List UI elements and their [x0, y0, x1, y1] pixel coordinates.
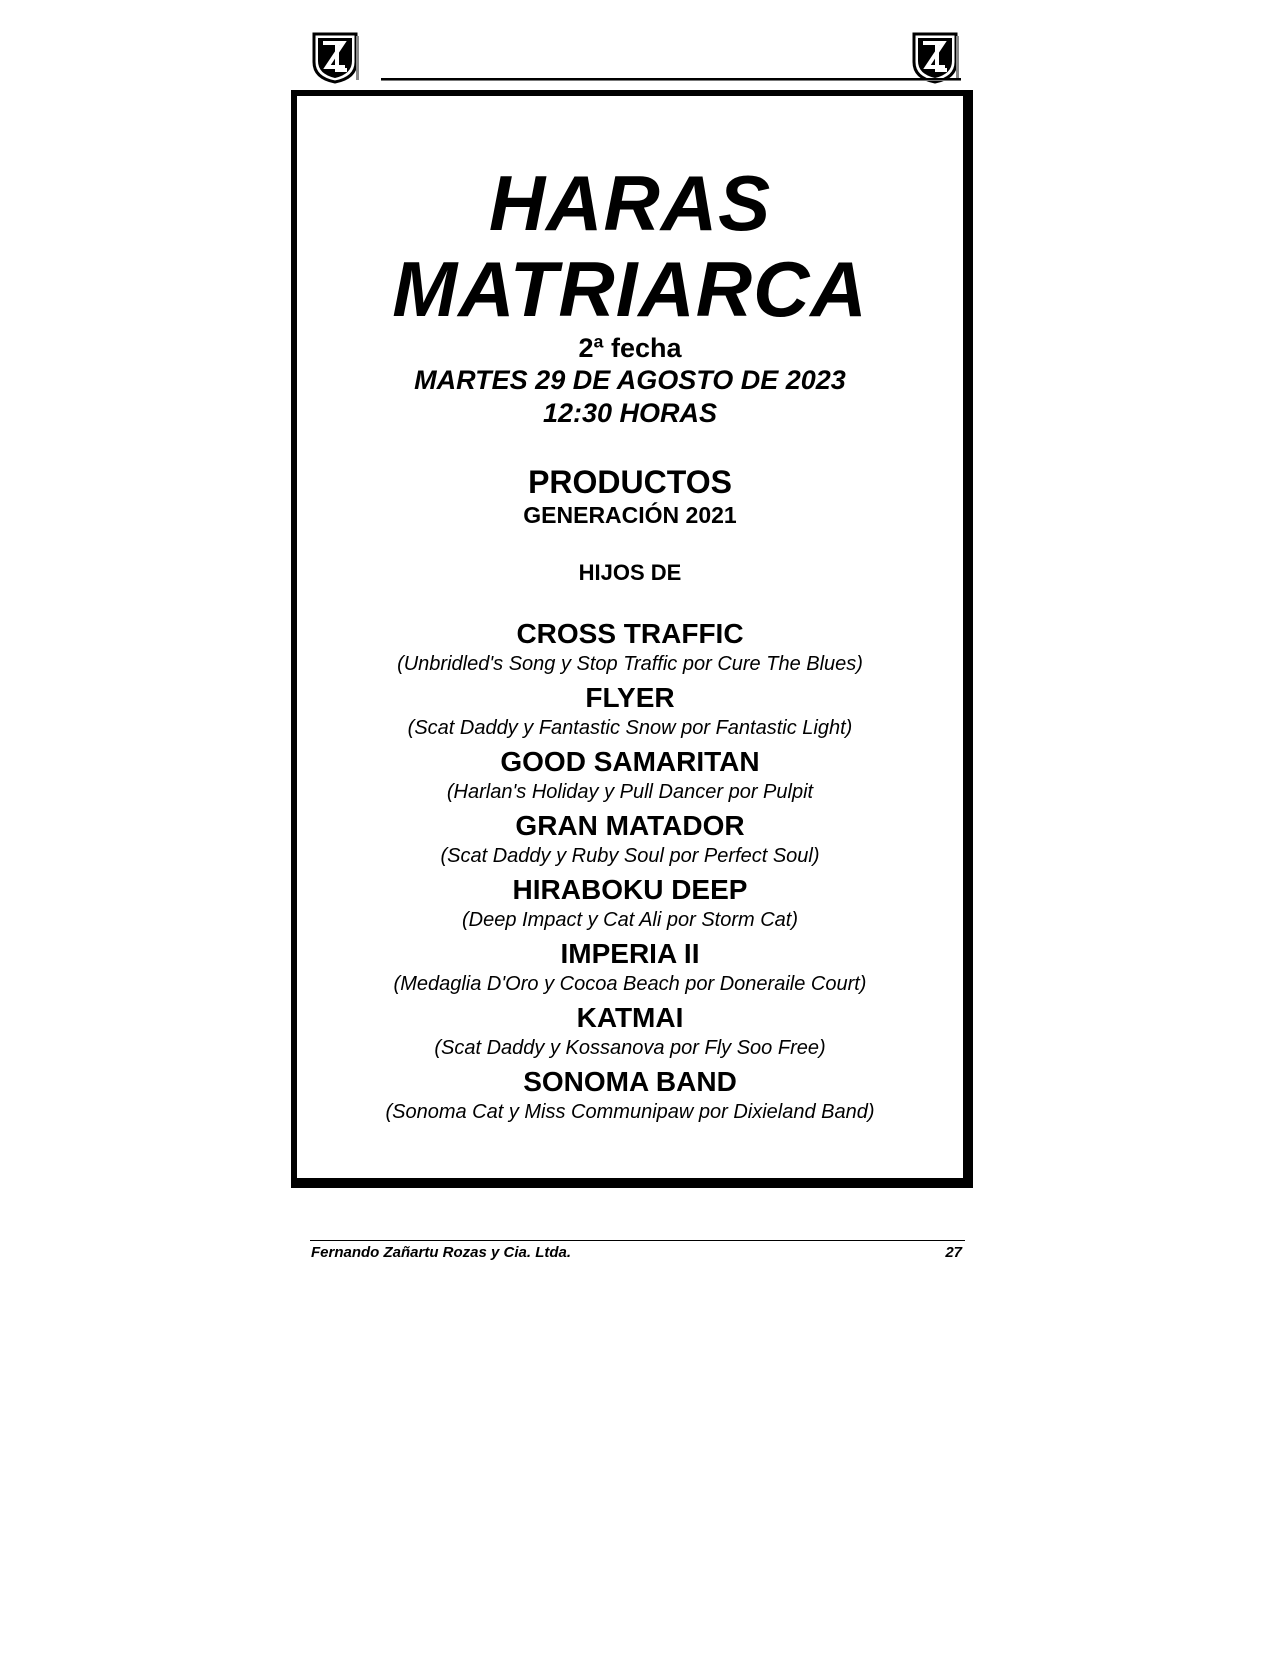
sire-pedigree: (Scat Daddy y Kossanova por Fly Soo Free) [434, 1037, 826, 1059]
sire-name: GRAN MATADOR [515, 810, 745, 841]
title-line-1: HARAS [488, 159, 772, 247]
list-item [297, 937, 963, 997]
products-heading: PRODUCTOS [528, 464, 732, 500]
sire-pedigree: (Medaglia D'Oro y Cocoa Beach por Doneraile Court) [393, 973, 867, 995]
sire-name: SONOMA BAND [523, 1066, 737, 1097]
list-item [297, 745, 963, 805]
sire-name: GOOD SAMARITAN [500, 746, 760, 777]
auction-time: 12:30 HORAS [542, 398, 718, 428]
sire-name: FLYER [585, 682, 675, 713]
hijos-de-label: HIJOS DE [578, 560, 682, 585]
sire-pedigree: (Deep Impact y Cat Ali por Storm Cat) [461, 909, 799, 931]
list-item [297, 1065, 963, 1125]
logo-right-icon [912, 32, 960, 84]
list-item [297, 1001, 963, 1061]
footer-rule [310, 1240, 965, 1241]
title-line-2: MATRIARCA [392, 245, 868, 333]
page-number: 27 [945, 1244, 962, 1261]
list-item [297, 873, 963, 933]
logo-left-icon [312, 32, 360, 84]
header-rule [381, 78, 961, 80]
auction-date: MARTES 29 DE AGOSTO DE 2023 [414, 365, 846, 395]
fecha-label: 2ª fecha [578, 333, 682, 363]
sire-name: HIRABOKU DEEP [512, 874, 748, 905]
sire-list [297, 617, 963, 1125]
generation-label: GENERACIÓN 2021 [523, 502, 737, 528]
sire-pedigree: (Sonoma Cat y Miss Communipaw por Dixieland Band) [385, 1101, 875, 1123]
sire-name: CROSS TRAFFIC [516, 618, 744, 649]
catalog-content [297, 96, 963, 1129]
list-item [297, 809, 963, 869]
footer-company: Fernando Zañartu Rozas y Cia. Ltda. [311, 1244, 572, 1261]
sire-name: IMPERIA II [560, 938, 700, 969]
sire-pedigree: (Unbridled's Song y Stop Traffic por Cure The Blues) [397, 653, 863, 675]
title-block [297, 96, 963, 332]
sire-pedigree: (Harlan's Holiday y Pull Dancer por Pulpit [446, 781, 814, 803]
catalog-frame [291, 90, 973, 1188]
sire-name: KATMAI [576, 1002, 684, 1033]
sire-pedigree: (Scat Daddy y Fantastic Snow por Fantastic Light) [407, 717, 853, 739]
list-item [297, 681, 963, 741]
list-item [297, 617, 963, 677]
sire-pedigree: (Scat Daddy y Ruby Soul por Perfect Soul) [440, 845, 820, 867]
